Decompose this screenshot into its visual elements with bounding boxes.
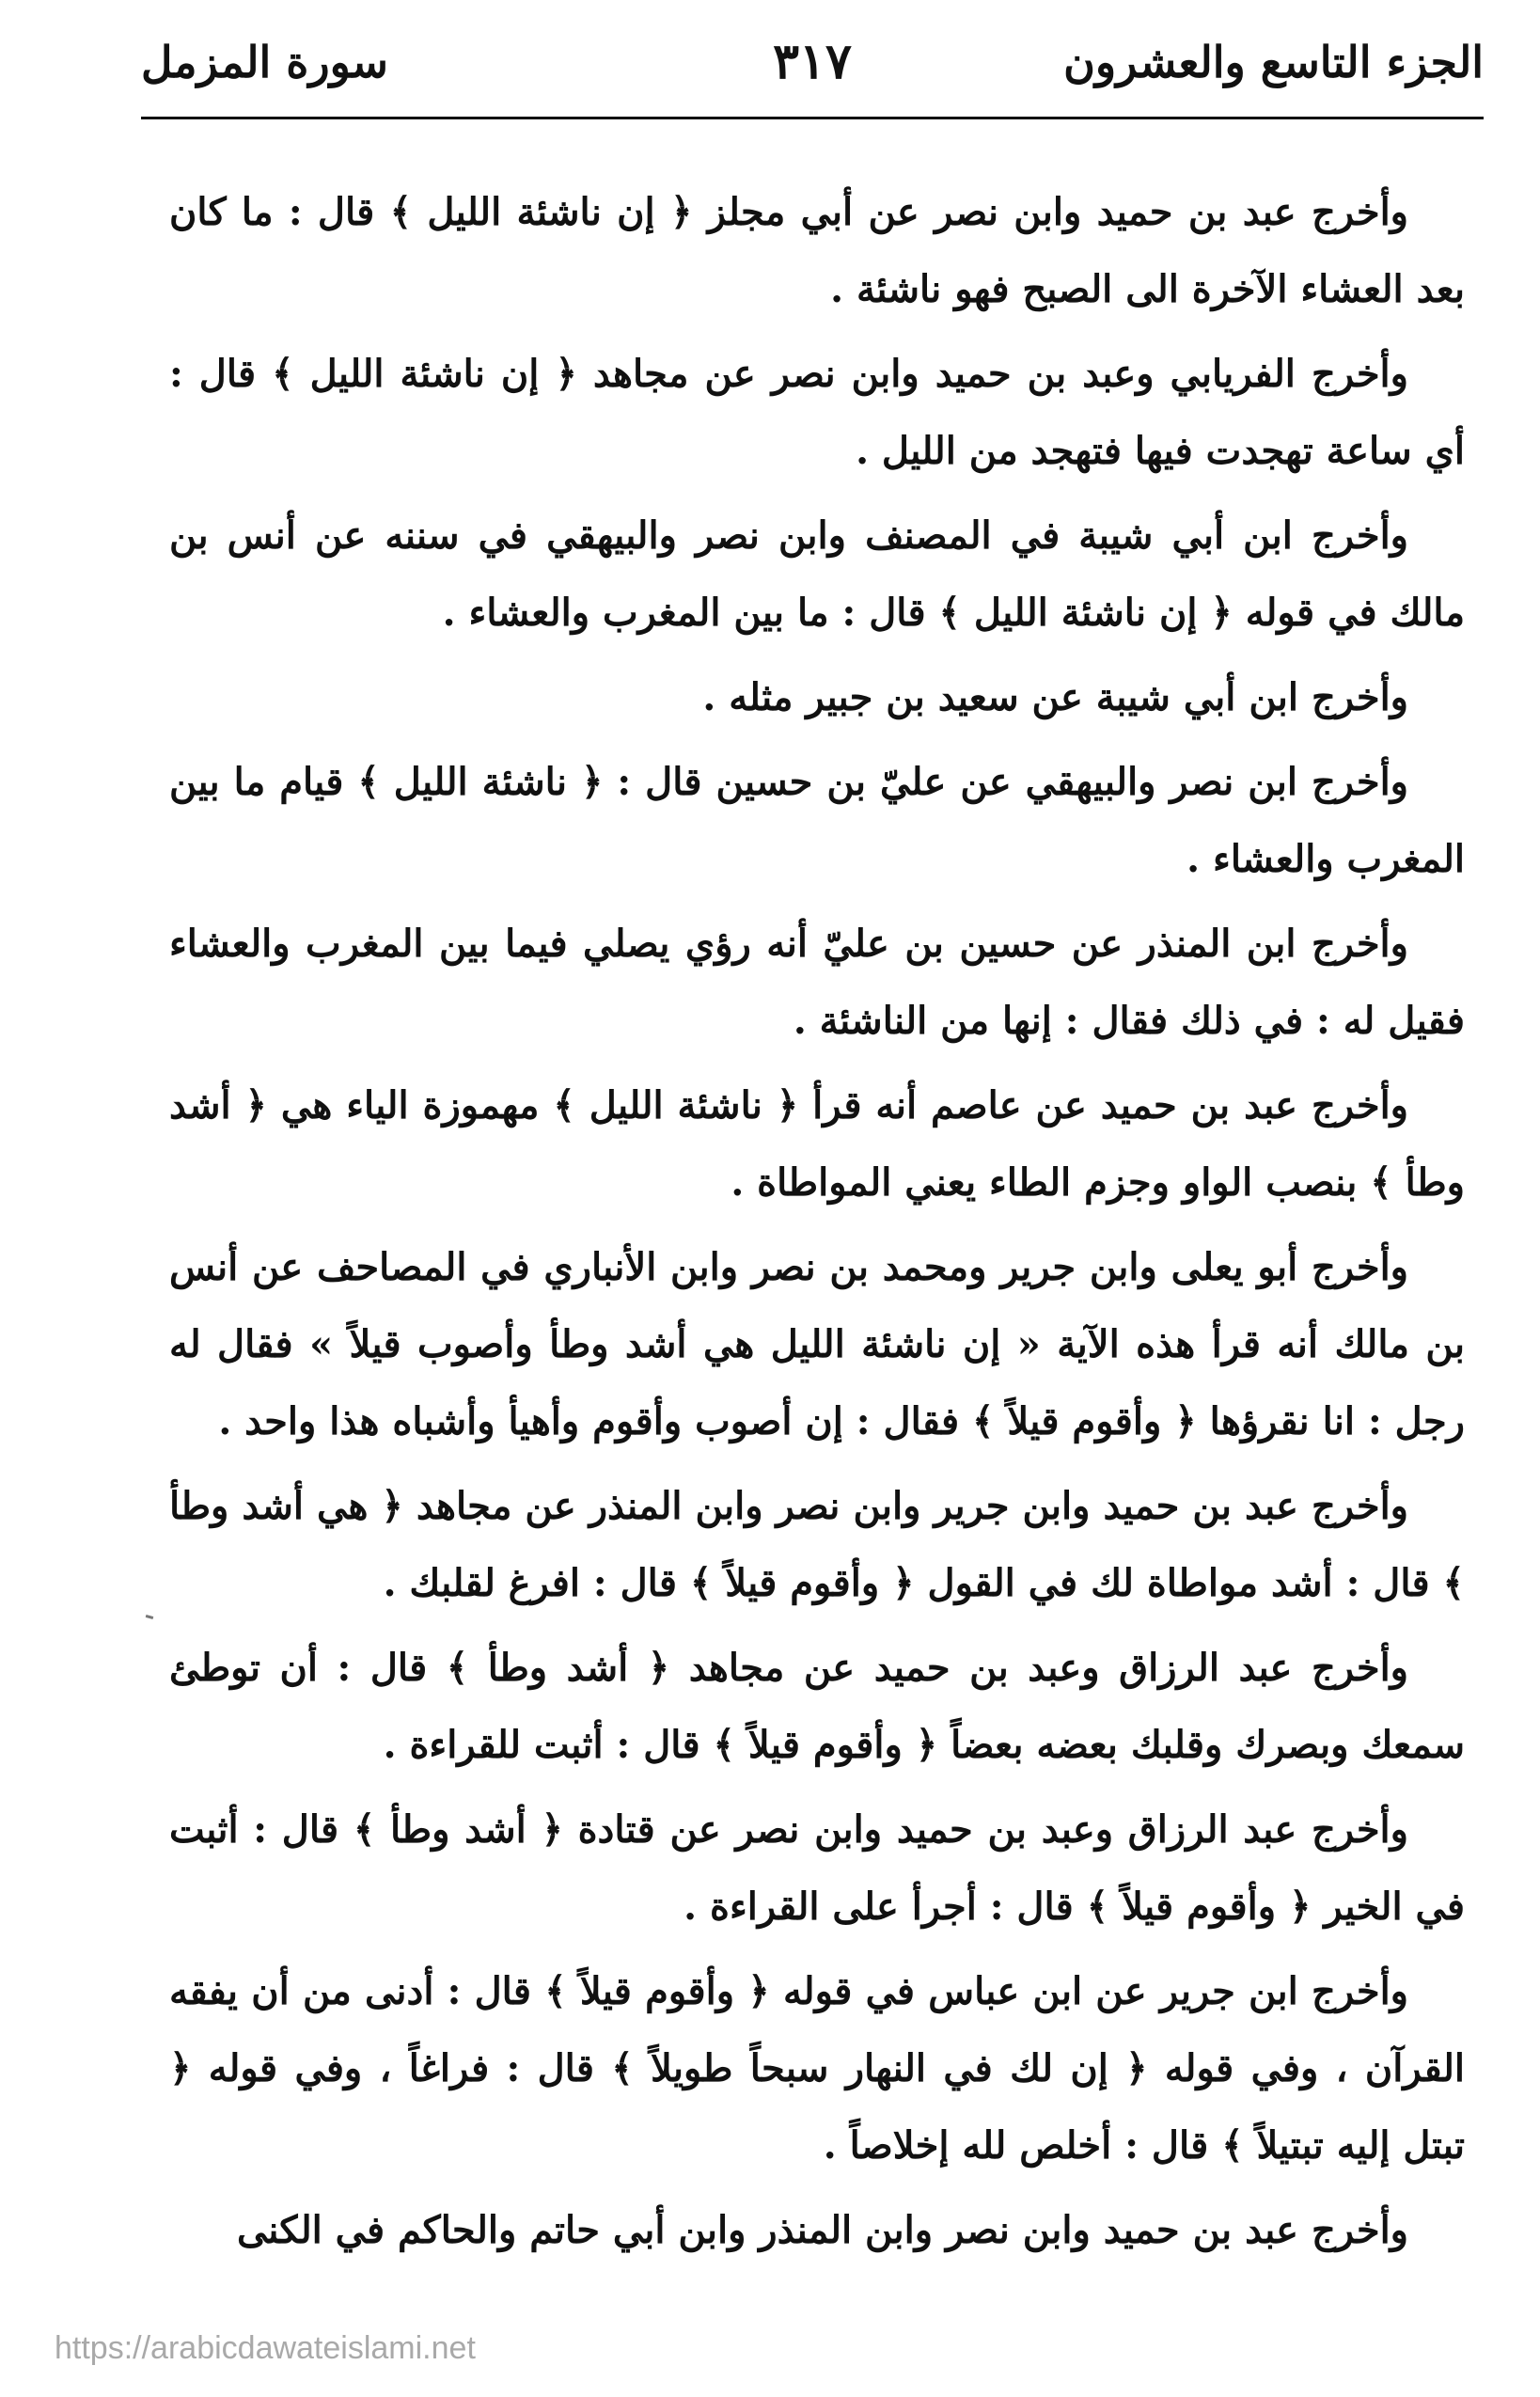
paragraph: وأخرج عبد بن حميد عن عاصم أنه قرأ ﴿ ناشئة الليل ﴾ مهموزة الياء هي ﴿ أشد وطأ ﴾ بنصب الواو وجزم الطاء يعني المواطاة . [169,1083,1465,1205]
page-number: ٣١٧ [773,33,852,90]
paragraph: وأخرج ابن أبي شيبة عن سعيد بن جبير مثله . [702,675,1408,719]
paragraph: وأخرج ابن نصر والبيهقي عن عليّ بن حسين قال : ﴿ ناشئة الليل ﴾ قيام ما بين المغرب والعشاء . [169,760,1465,881]
juz-title: الجزء التاسع والعشرون [1063,37,1484,87]
paragraph: وأخرج عبد بن حميد وابن جرير وابن نصر وابن المنذر عن مجاهد ﴿ هي أشد وطأ ﴾ قال : أشد مواطاة لك في القول ﴿ وأقوم قيلاً ﴾ قال : افرغ لقلبك . [169,1484,1465,1605]
paragraph: وأخرج أبو يعلى وابن جرير ومحمد بن نصر وابن الأنباري في المصاحف عن أنس بن مالك أنه قرأ هذه الآية « إن ناشئة الليل هي أشد وطأ وأصوب قيلاً » فقال له رجل : انا نقرؤها ﴿ وأقوم قيلاً ﴾ فقال : إن أصوب وأقوم وأهيأ وأشباه هذا واحد . [169,1245,1465,1443]
paragraph: وأخرج ابن المنذر عن حسين بن عليّ أنه رؤي يصلي فيما بين المغرب والعشاء فقيل له : في ذلك فقال : إنها من الناشئة . [169,922,1465,1043]
paragraph: وأخرج ابن جرير عن ابن عباس في قوله ﴿ وأقوم قيلاً ﴾ قال : أدنى من أن يفقه القرآن ، وفي قوله ﴿ إن لك في النهار سبحاً طويلاً ﴾ قال : فراغاً ، وفي قوله ﴿ تبتل إليه تبتيلاً ﴾ قال : أخلص لله إخلاصاً . [169,1969,1465,2168]
paragraph: وأخرج عبد الرزاق وعبد بن حميد وابن نصر عن قتادة ﴿ أشد وطأ ﴾ قال : أثبت في الخير ﴿ وأقوم قيلاً ﴾ قال : أجرأ على القراءة . [169,1807,1465,1929]
paragraph: وأخرج عبد بن حميد وابن نصر عن أبي مجلز ﴿ إن ناشئة الليل ﴾ قال : ما كان بعد العشاء الآخرة الى الصبح فهو ناشئة . [169,190,1465,311]
watermark-url: https://arabicdawateislami.net [55,2330,476,2366]
page-header [141,24,1484,109]
paragraph: وأخرج عبد الرزاق وعبد بن حميد عن مجاهد ﴿ أشد وطأ ﴾ قال : أن توطئ سمعك وبصرك وقلبك بعضه بعضاً ﴿ وأقوم قيلاً ﴾ قال : أثبت للقراءة . [169,1646,1465,1767]
surah-title: سورة المزمل [141,37,388,87]
paragraph: وأخرج الفريابي وعبد بن حميد وابن نصر عن مجاهد ﴿ إن ناشئة الليل ﴾ قال : أي ساعة تهجدت فيها فتهجد من الليل . [169,352,1465,473]
paragraph: وأخرج عبد بن حميد وابن نصر وابن المنذر وابن أبي حاتم والحاكم في الكنى [236,2208,1408,2252]
header-rule [141,117,1484,119]
paragraph: وأخرج ابن أبي شيبة في المصنف وابن نصر والبيهقي في سننه عن أنس بن مالك في قوله ﴿ إن ناشئة الليل ﴾ قال : ما بين المغرب والعشاء . [169,513,1465,635]
page-body [169,174,1465,2277]
scan-speck [146,1615,154,1619]
